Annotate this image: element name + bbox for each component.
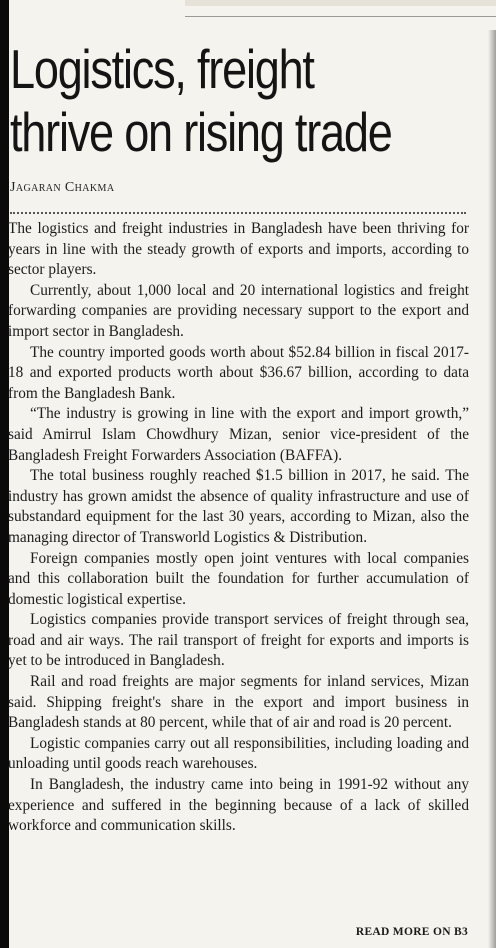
- paragraph-10: In Bangladesh, the industry came into being in 1991-92 without any experience and suffered in the beginning because of a lack of skilled workforce and communication skills.: [8, 776, 469, 835]
- byline: Jagaran Chakma: [10, 180, 115, 195]
- paragraph-1: The logistics and freight industries in Bangladesh have been thriving for years in line with the steady growth of exports and imports, according to sector players.: [8, 220, 469, 279]
- read-more-link[interactable]: READ MORE ON B3: [355, 926, 468, 938]
- top-rule: [185, 16, 496, 17]
- headline-line-2: thrive on rising trade: [10, 101, 392, 163]
- headline-line-1: Logistics, freight: [10, 38, 314, 100]
- dotted-divider: [10, 212, 466, 216]
- paragraph-6: Foreign companies mostly open joint ventures with local companies and this collaboration built the foundation for further accumulation of domestic logistical expertise.: [8, 549, 469, 608]
- top-page-tint: [185, 0, 496, 6]
- article-body: [8, 219, 469, 837]
- paragraph-5: The total business roughly reached $1.5 billion in 2017, he said. The industry has grown amidst the absence of quality infrastructure and use of substandard equipment for the last 30 years, according to Mizan, also the managing director of Transworld Logistics & Distribution.: [8, 467, 469, 546]
- paragraph-9: Logistic companies carry out all responsibilities, including loading and unloading until goods reach warehouses.: [8, 734, 469, 773]
- paragraph-3: The country imported goods worth about $52.84 billion in fiscal 2017-18 and exported products worth about $36.67 billion, according to data from the Bangladesh Bank.: [8, 343, 469, 402]
- paragraph-2: Currently, about 1,000 local and 20 international logistics and freight forwarding companies are providing necessary support to the export and import sector in Bangladesh.: [8, 281, 469, 340]
- paragraph-8: Rail and road freights are major segments for inland services, Mizan said. Shipping freight's share in the export and import business in Bangladesh stands at 80 percent, while that of air and road is 20 percent.: [8, 673, 469, 732]
- headline: [10, 38, 404, 164]
- paragraph-7: Logistics companies provide transport services of freight through sea, road and air ways. The rail transport of freight for exports and imports is yet to be introduced in Bangladesh.: [8, 611, 469, 670]
- right-page-shadow: [488, 30, 496, 948]
- paragraph-4: “The industry is growing in line with the export and import growth,” said Amirrul Islam Chowdhury Mizan, senior vice-president of the Bangladesh Freight Forwarders Association (BAFFA).: [8, 405, 469, 464]
